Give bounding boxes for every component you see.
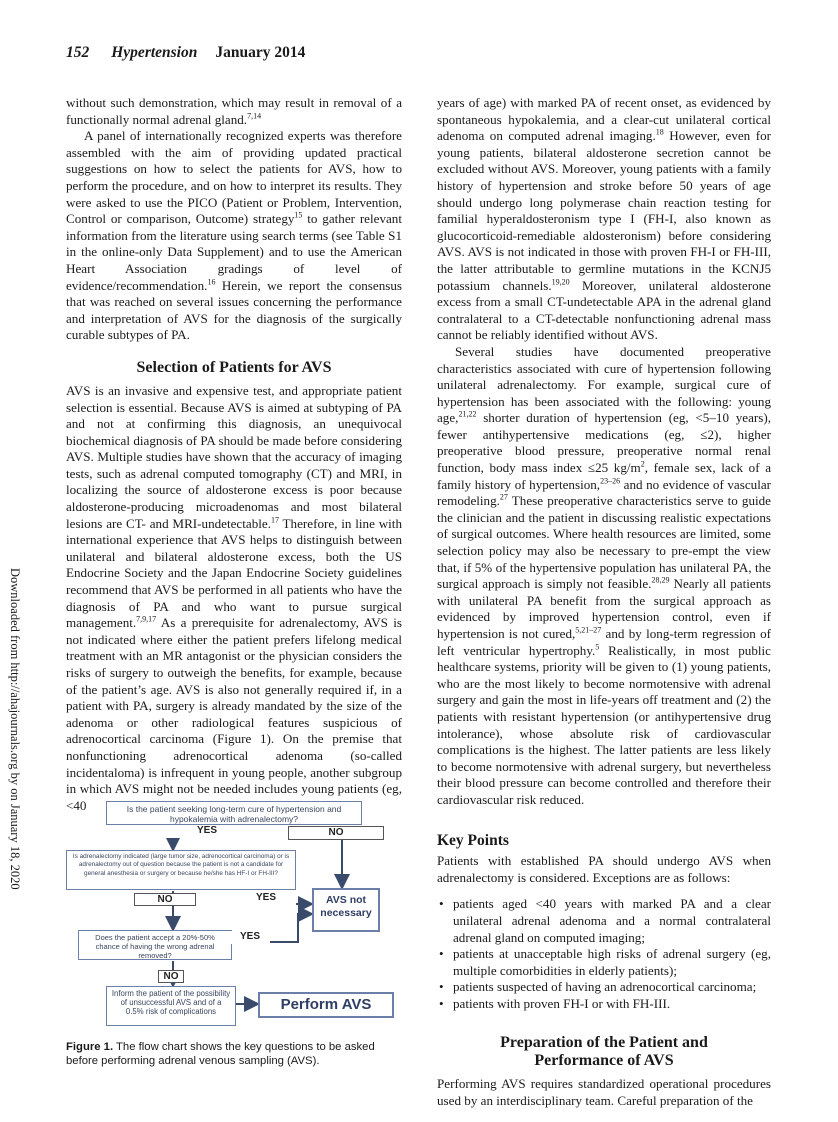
page-number: 152 xyxy=(66,44,90,61)
figure-caption: Figure 1. The flow chart shows the key questions to be asked before performing adrenal venous sampling (AVS). xyxy=(66,1041,375,1067)
avs-not-necessary-box: AVS not necessary xyxy=(312,888,380,932)
list-item: • patients with proven FH-I or with FH-III. xyxy=(453,996,771,1013)
flowchart-figure xyxy=(66,796,402,1046)
list-item: • patients aged <40 years with marked PA and a clear unilateral adrenal adenoma and a normal contralateral adrenal gland on computed imaging; xyxy=(453,896,771,946)
section-heading: Preparation of the Patient and Performance of AVS xyxy=(500,1034,708,1070)
yes-label-2: YES xyxy=(242,892,290,905)
no-label-2: NO xyxy=(134,893,196,906)
yes-label-1: YES xyxy=(161,825,253,838)
no-label-1: NO xyxy=(288,826,384,840)
issue-date: January 2014 xyxy=(215,44,306,61)
question-box-1: Is the patient seeking long-term cure of hypertension and hypokalemia with adrenalectomy? xyxy=(106,801,362,825)
paragraph: AVS is an invasive and expensive test, and appropriate patient selection is essential. Because AVS is aimed at subtyping of PA and not at confirming this diagnosis, an unequivocal biochemical diagnosis of PA should be made before considering AVS. Multiple studies have shown that the accuracy of imaging tests, such as adrenal computed tomography (CT) and MRI, in localizing the source of aldosterone excess is poor because aldosterone-producing microadenomas and most bilateral lesions are CT- and MRI-undetectable.$^{17}$ Therefore, in line with international experience that AVS helps to distinguish between unilateral and bilateral aldosterone excess, both the US Endocrine Society and the Japan Endocrine Society guidelines recommend that AVS be performed in all patients who have the diagnosis of PA and who want to pursue surgical management.$^{7,9,17}$ As a prerequisite for adrenalectomy, AVS is not indicated where either the patient prefers lifelong medical treatment with an MR antagonist or the physician considers the risks of surgery to outweigh the benefits, for example, because of the patient’s age. AVS is also not generally required if, in a patient with PA, surgery is already mandated by the size of the adenoma or other radiological features suspicious of adrenocortical carcinoma (Figure 1). On the premise that nonfunctioning adrenocortical adenoma (so-called incidentaloma) is infrequent in young people, another subgroup in which AVS might not be needed includes young patients (eg, <40 xyxy=(66,382,402,813)
section-heading: Selection of Patients for AVS xyxy=(136,358,332,376)
key-points-list xyxy=(437,896,771,1012)
list-item: • patients suspected of having an adrenocortical carcinoma; xyxy=(453,979,771,996)
perform-avs-box: Perform AVS xyxy=(258,992,394,1018)
right-column xyxy=(437,95,771,1110)
running-header xyxy=(66,44,305,62)
question-box-2: Is adrenalectomy indicated (large tumor size, adrenocortical carcinoma) or is adrenalectomy out of question because the patient is not a candidate for general anesthesia or surgery or because he/she has HF-I or FH-III? xyxy=(66,850,296,890)
paragraph: without such demonstration, which may result in removal of a functionally normal adrenal gland.$^{7,14}$ xyxy=(66,95,402,127)
list-item: • patients at unacceptable high risks of adrenal surgery (eg, multiple comorbidities in elderly patients); xyxy=(453,946,771,979)
yes-label-3: YES xyxy=(230,931,270,944)
inform-box: Inform the patient of the possibility of unsuccessful AVS and of a 0.5% risk of complications xyxy=(106,986,236,1026)
paragraph: Performing AVS requires standardized operational procedures used by an interdisciplinary team. Careful preparation of the xyxy=(437,1076,771,1109)
journal-name: Hypertension xyxy=(111,44,198,61)
key-points-heading: Key Points xyxy=(437,831,509,849)
download-watermark: Downloaded from http://ahajournals.org by on January 18, 2020 xyxy=(8,568,22,890)
paragraph: A panel of internationally recognized experts was therefore assembled with the aim of providing updated practical suggestions on how to select the patients for AVS, how to perform the procedure, and on how to interpret its results. They were asked to use the PICO (Patient or Problem, Intervention, Control or comparison, Outcome) strategy$^{15}$ to gather relevant information from the literature using search terms (see Table S1 in the online-only Data Supplement) and to use the American Heart Association gradings of level of evidence/recommendation.$^{16}$ Herein, we report the consensus that was reached on several issues concerning the performance and interpretation of AVS for the diagnosis of the surgically curable subtypes of PA. xyxy=(66,128,402,343)
paragraph: years of age) with marked PA of recent onset, as evidenced by spontaneous hypokalemia, and a clear-cut unilateral cortical adenoma on computed adrenal imaging.$^{18}$ However, even for young patients, bilateral aldosterone secretion cannot be excluded without AVS. Moreover, young patients with a family history of hypertension and stroke before 50 years of age should undergo long polymerase chain reaction testing for familial hyperaldosteronism type I (FH-I, also known as glucocorticoid-remediable aldosteronism) before considering AVS. AVS is not indicated in those with proven FH-I or FH-III, the latter attributable to germline mutations in the KCNJ5 potassium channels.$^{19,20}$ Moreover, unilateral aldosterone excess from a small CT-undetectable APA in the adrenal gland contralateral to a CT-detectable nonfunctioning adrenal mass cannot be reliably identified without AVS. xyxy=(437,95,772,343)
question-box-3: Does the patient accept a 20%-50% chance of having the wrong adrenal removed? xyxy=(78,930,232,960)
left-column xyxy=(66,95,402,814)
paragraph: Several studies have documented preoperative characteristics associated with cure of hypertension following unilateral adrenalectomy. For example, surgical cure of hypertension has been associated with the following: young age,$^{21,22}$ shorter duration of hypertension (eg, <5–10 years), fewer antihypertensive medications (eg, ≤2), higher preoperative blood pressure, preoperative normal renal function, body mass index ≤25 $kg/m^2$, female sex, lack of a family history of hypertension,$^{23-26}$ and no evidence of vascular remodeling.$^{27}$ These preoperative characteristics serve to guide the clinician and the patient in discussing realistic expectations of surgical outcomes. Where health resources are limited, some selection policy may also be necessary to pre-empt the view that, if 5% of the hypertensive population has unilateral PA, the surgical approach is simply not feasible.$^{28,29}$ Nearly all patients with unilateral PA benefit from the surgical approach as evidenced by improved hypertension control, even if hypertension is not cured,$^{5,21-27}$ and by long-term regression of left ventricular hypertrophy.$^5$ Realistically, in most public healthcare systems, priority will be given to (1) young patients, who are the most likely to become normotensive with adrenal surgery and gain the most in life-years off treatment and (2) the patients with resistant hypertension (or antihypertensive drug intolerance), whose absolute risk of cardiovascular complications is the highest. The latter patients are less likely to become normotensive with adrenal surgery, but nevertheless their blood pressure can become controlled and therefore their cardiovascular risk reduced. xyxy=(437,343,772,807)
no-label-3: NO xyxy=(158,970,184,983)
key-points-intro: Patients with established PA should undergo AVS when adrenalectomy is considered. Exceptions are as follows: xyxy=(437,853,771,885)
